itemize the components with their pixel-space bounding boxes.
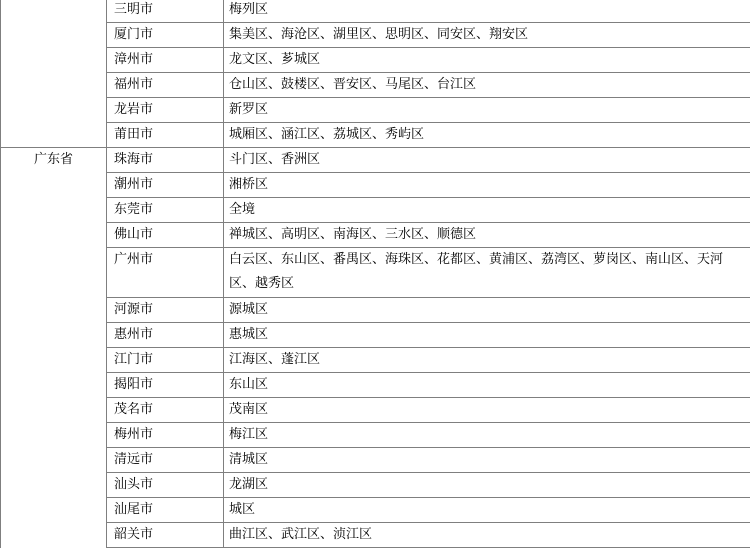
city-cell: 韶关市 [107,523,224,548]
districts-cell: 茂南区 [224,398,750,423]
districts-cell: 东山区 [224,373,750,398]
table-row [1,323,750,348]
table-row [1,473,750,498]
table-row [1,448,750,473]
table-row [1,73,750,98]
table-row [1,173,750,198]
districts-cell: 曲江区、武江区、浈江区 [224,523,750,548]
table-row [1,523,750,548]
table-row [1,148,750,173]
districts-cell: 禅城区、高明区、南海区、三水区、顺德区 [224,223,750,248]
table-row [1,223,750,248]
table-row [1,373,750,398]
districts-cell: 仓山区、鼓楼区、晋安区、马尾区、台江区 [224,73,750,98]
city-cell: 河源市 [107,298,224,323]
table-row [1,198,750,223]
table-row [1,348,750,373]
city-cell: 龙岩市 [107,98,224,123]
districts-cell: 梅列区 [224,0,750,23]
table-row [1,23,750,48]
districts-cell: 新罗区 [224,98,750,123]
districts-cell: 城厢区、涵江区、荔城区、秀屿区 [224,123,750,148]
districts-cell: 清城区 [224,448,750,473]
city-cell: 清远市 [107,448,224,473]
city-cell: 茂名市 [107,398,224,423]
districts-cell: 湘桥区 [224,173,750,198]
table-row [1,48,750,73]
table-row [1,123,750,148]
table-row [1,98,750,123]
city-cell: 漳州市 [107,48,224,73]
city-cell: 福州市 [107,73,224,98]
city-cell: 潮州市 [107,173,224,198]
table-row [1,498,750,523]
districts-cell: 源城区 [224,298,750,323]
districts-cell: 全境 [224,198,750,223]
table-row [1,423,750,448]
city-cell: 珠海市 [107,148,224,173]
city-cell: 厦门市 [107,23,224,48]
table-row [1,398,750,423]
city-cell: 惠州市 [107,323,224,348]
districts-cell: 集美区、海沧区、湖里区、思明区、同安区、翔安区 [224,23,750,48]
districts-cell: 梅江区 [224,423,750,448]
province-cell [1,0,107,148]
city-cell: 三明市 [107,0,224,23]
districts-cell: 斗门区、香洲区 [224,148,750,173]
city-cell: 汕头市 [107,473,224,498]
districts-cell: 惠城区 [224,323,750,348]
province-cell: 广东省 [1,148,107,548]
districts-cell: 江海区、蓬江区 [224,348,750,373]
table-row [1,298,750,323]
table-row [1,248,750,298]
city-cell: 佛山市 [107,223,224,248]
table-row [1,0,750,23]
city-cell: 莆田市 [107,123,224,148]
city-cell: 广州市 [107,248,224,298]
city-cell: 汕尾市 [107,498,224,523]
districts-cell: 城区 [224,498,750,523]
districts-cell: 白云区、东山区、番禺区、海珠区、花都区、黄浦区、荔湾区、萝岗区、南山区、天河区、越秀区 [224,248,750,298]
city-cell: 揭阳市 [107,373,224,398]
city-cell: 梅州市 [107,423,224,448]
districts-cell: 龙文区、芗城区 [224,48,750,73]
city-cell: 江门市 [107,348,224,373]
districts-cell: 龙湖区 [224,473,750,498]
city-cell: 东莞市 [107,198,224,223]
